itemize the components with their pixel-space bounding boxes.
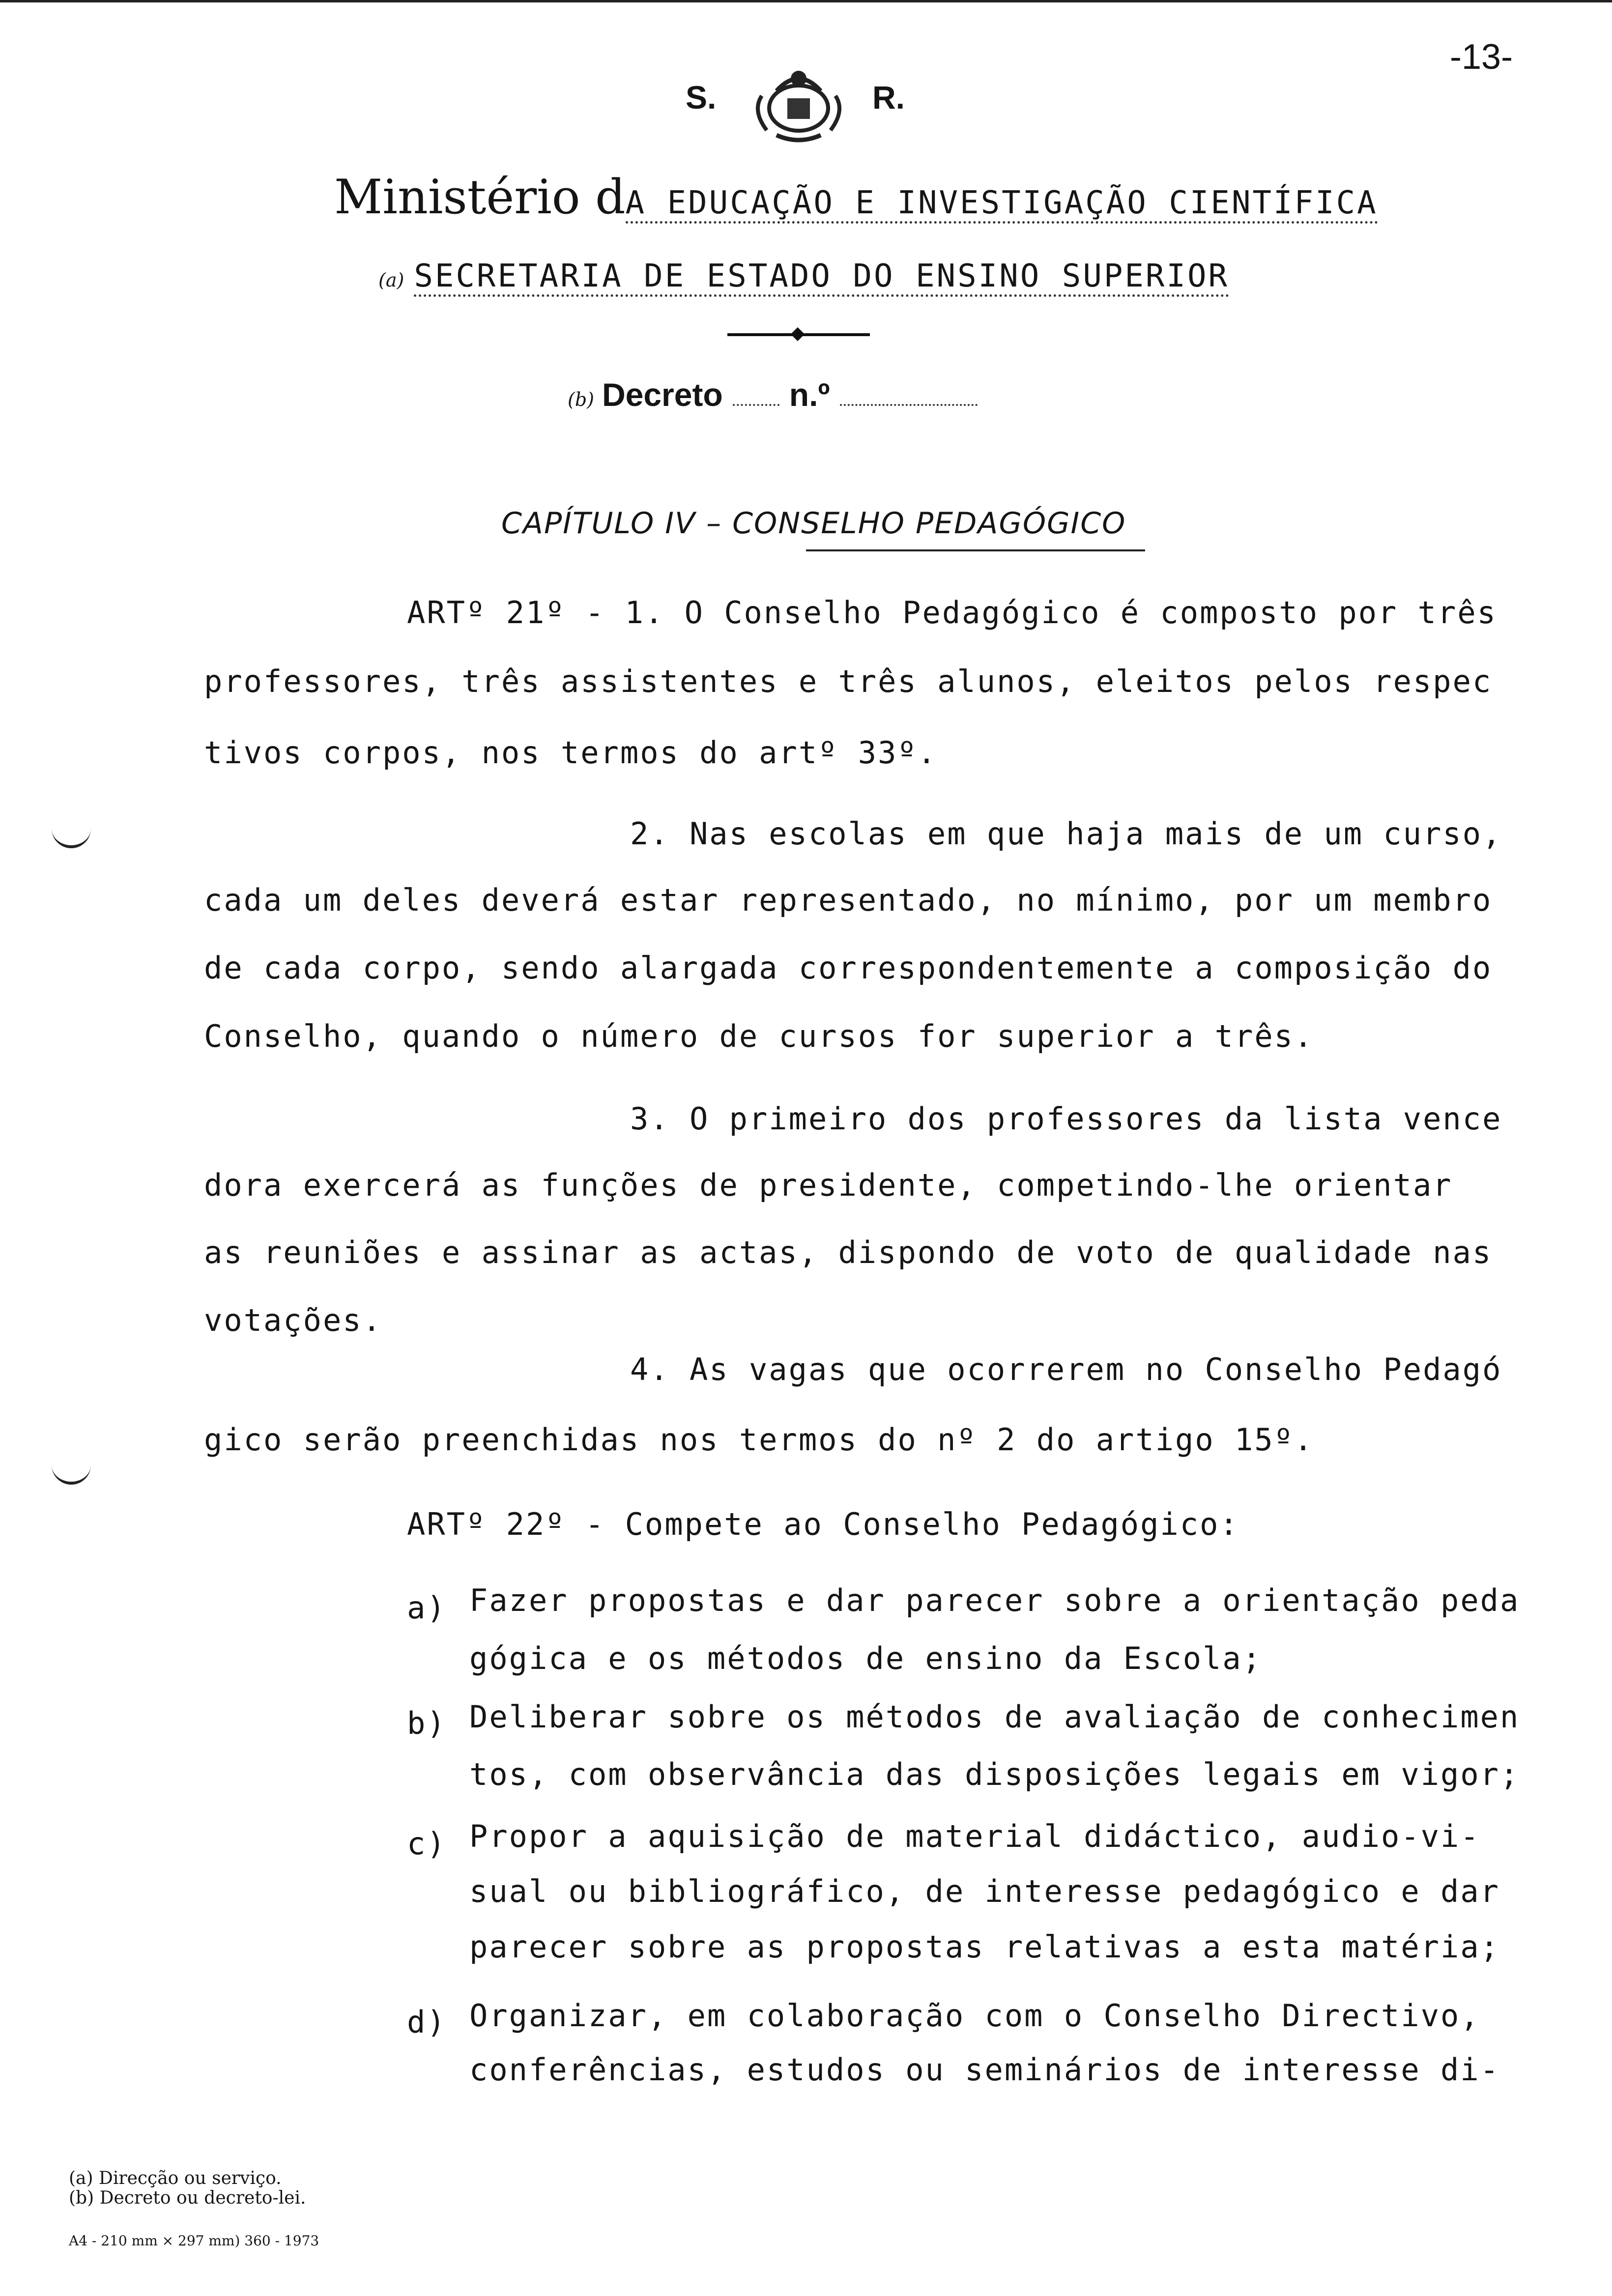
list-item-line: Organizar, em colaboração com o Conselho Directivo, bbox=[469, 1998, 1480, 2034]
decree-line bbox=[568, 376, 978, 413]
ministry-prefix: Ministério d bbox=[334, 170, 626, 225]
body-line: de cada corpo, sendo alargada correspondentemente a composição do bbox=[204, 950, 1493, 986]
decree-number-blank bbox=[840, 404, 978, 406]
body-line: professores, três assistentes e três alunos, eleitos pelos respec bbox=[204, 663, 1493, 699]
body-line: gico serão preenchidas nos termos do nº 2 do artigo 15º. bbox=[204, 1422, 1314, 1458]
list-item-letter: b) bbox=[407, 1705, 447, 1741]
list-item-line: Deliberar sobre os métodos de avaliação de conhecimen bbox=[469, 1699, 1520, 1735]
body-line: cada um deles deverá estar representado, no mínimo, por um membro bbox=[204, 882, 1493, 918]
body-line: tivos corpos, nos termos do artº 33º. bbox=[204, 735, 938, 771]
page-number: -13- bbox=[1450, 37, 1513, 77]
list-item-line: Fazer propostas e dar parecer sobre a orientação peda bbox=[469, 1582, 1520, 1618]
divider-diamond bbox=[791, 327, 805, 341]
letterhead-initial-r: R. bbox=[872, 79, 905, 115]
binding-mark-upper bbox=[52, 826, 91, 848]
decree-blank bbox=[733, 404, 779, 406]
list-item-line: Propor a aquisição de material didáctico, audio-vi- bbox=[469, 1818, 1480, 1854]
list-item-line: parecer sobre as propostas relativas a esta matéria; bbox=[469, 1929, 1500, 1965]
list-item-line: conferências, estudos ou seminários de interesse di- bbox=[469, 2052, 1500, 2088]
secretariat-line bbox=[378, 258, 1229, 294]
secretariat-name: SECRETARIA DE ESTADO DO ENSINO SUPERIOR bbox=[414, 258, 1229, 297]
coat-of-arms-icon bbox=[747, 61, 850, 147]
decree-number-label: n.º bbox=[789, 376, 830, 413]
footnote-b: (b) Decreto ou decreto-lei. bbox=[69, 2188, 306, 2208]
body-line: 4. As vagas que ocorrerem no Conselho Pedagó bbox=[630, 1351, 1502, 1387]
note-b-marker: (b) bbox=[568, 389, 594, 410]
list-item-letter: d) bbox=[407, 2004, 447, 2040]
body-line: ARTº 21º - 1. O Conselho Pedagógico é composto por três bbox=[407, 595, 1497, 631]
note-a-marker: (a) bbox=[378, 269, 404, 291]
chapter-heading-underline bbox=[806, 549, 1145, 551]
decree-label: Decreto bbox=[602, 376, 723, 413]
top-border-line bbox=[0, 0, 1612, 2]
form-code: A4 - 210 mm × 297 mm) 360 - 1973 bbox=[69, 2233, 319, 2249]
list-item-line: sual ou bibliográfico, de interesse pedagógico e dar bbox=[469, 1873, 1500, 1909]
ministry-name: A EDUCAÇÃO E INVESTIGAÇÃO CIENTÍFICA bbox=[626, 185, 1378, 224]
ministry-heading bbox=[334, 170, 1378, 225]
list-item-line: tos, com observância das disposições legais em vigor; bbox=[469, 1756, 1520, 1792]
list-item-letter: a) bbox=[407, 1590, 447, 1626]
body-line: votações. bbox=[204, 1302, 382, 1338]
list-item-line: gógica e os métodos de ensino da Escola; bbox=[469, 1640, 1263, 1676]
binding-mark-lower bbox=[52, 1462, 91, 1485]
body-line: 3. O primeiro dos professores da lista vence bbox=[630, 1101, 1502, 1137]
body-line: dora exercerá as funções de presidente, competindo-lhe orientar bbox=[204, 1167, 1453, 1203]
list-item-letter: c) bbox=[407, 1826, 447, 1862]
footnote-a: (a) Direcção ou serviço. bbox=[69, 2168, 282, 2188]
body-line: 2. Nas escolas em que haja mais de um curso, bbox=[630, 816, 1502, 852]
body-line: Conselho, quando o número de cursos for superior a três. bbox=[204, 1018, 1314, 1054]
letterhead-initial-s: S. bbox=[686, 79, 717, 115]
body-line: ARTº 22º - Compete ao Conselho Pedagógico: bbox=[407, 1506, 1239, 1542]
chapter-heading: CAPÍTULO IV – CONSELHO PEDAGÓGICO bbox=[501, 506, 1126, 541]
body-line: as reuniões e assinar as actas, dispondo de voto de qualidade nas bbox=[204, 1234, 1493, 1270]
